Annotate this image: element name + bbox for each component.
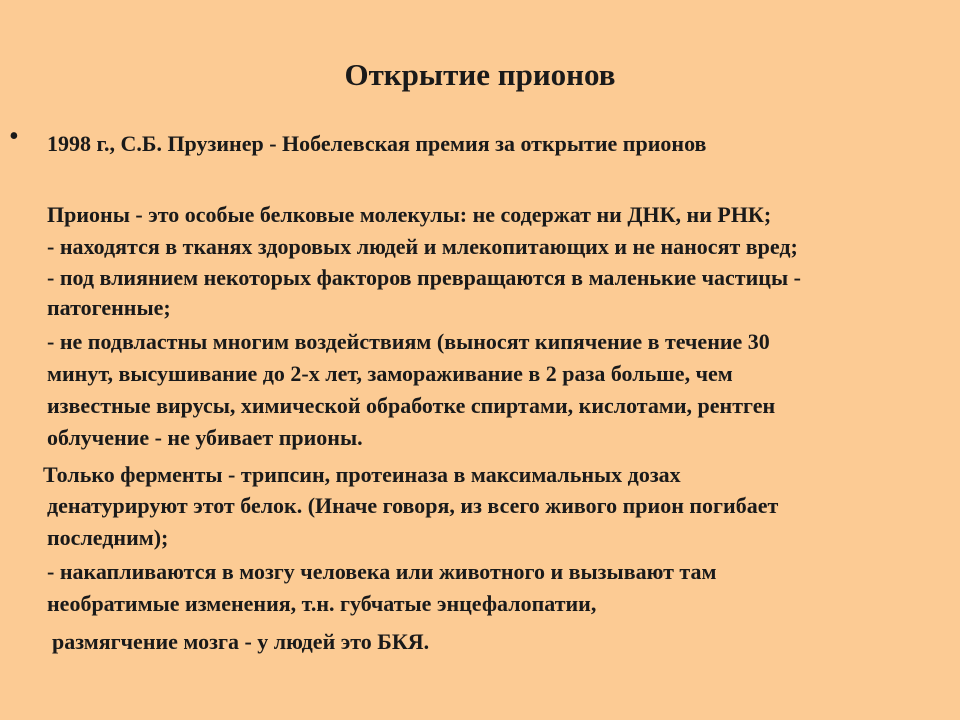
bullet-marker: •	[9, 121, 19, 152]
body-line: денатурируют этот белок. (Иначе говоря, из всего живого прион погибает	[47, 493, 779, 518]
body-line: Прионы - это особые белковые молекулы: не содержат ни ДНК, ни РНК;	[47, 202, 772, 227]
body-line: патогенные;	[47, 295, 171, 320]
body-line: Только ферменты - трипсин, протеиназа в максимальных дозах	[43, 462, 681, 487]
body-line: - под влиянием некоторых факторов превращаются в маленькие частицы -	[47, 265, 801, 290]
body-line: последним);	[47, 525, 169, 550]
body-line: - не подвластны многим воздействиям (выносят кипячение в течение 30	[47, 329, 770, 354]
body-line: - накапливаются в мозгу человека или животного и вызывают там	[47, 559, 717, 584]
body-line: размягчение мозга - у людей это БКЯ.	[52, 629, 430, 654]
slide-title: Открытие прионов	[344, 57, 616, 92]
body-line: минут, высушивание до 2-х лет, замораживание в 2 раза больше, чем	[47, 361, 733, 386]
body-line: облучение - не убивает прионы.	[47, 425, 363, 450]
body-line: - находятся в тканях здоровых людей и млекопитающих и не наносят вред;	[47, 234, 798, 259]
body-line: необратимые изменения, т.н. губчатые энцефалопатии,	[47, 591, 597, 616]
body-line: известные вирусы, химической обработке спиртами, кислотами, рентген	[47, 393, 776, 418]
body-line: 1998 г., С.Б. Прузинер - Нобелевская премия за открытие прионов	[47, 131, 707, 156]
